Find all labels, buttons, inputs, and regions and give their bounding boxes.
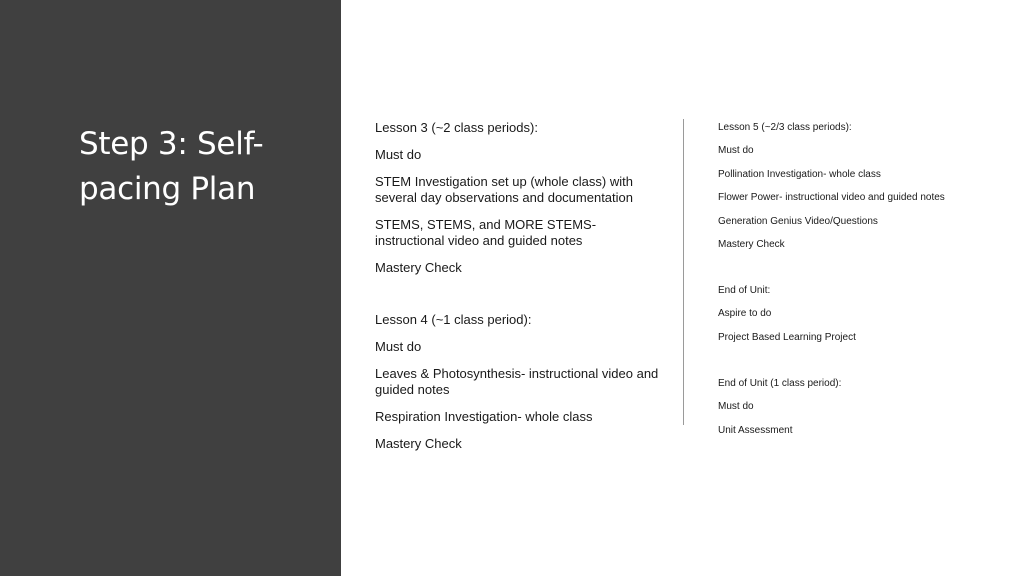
title-panel: [0, 0, 341, 576]
end-of-unit-item: Project Based Learning Project: [718, 331, 856, 343]
lesson5-must-do: Must do: [718, 145, 754, 157]
end-of-unit-heading: End of Unit:: [718, 284, 771, 296]
lesson3-item: STEMS, STEMS, and MORE STEMS- instructional video and guided notes: [375, 217, 597, 248]
lesson5-item: Generation Genius Video/Questions: [718, 215, 878, 227]
lesson3-heading: Lesson 3 (~2 class periods):: [375, 120, 538, 135]
lesson5-item: Pollination Investigation- whole class: [718, 168, 881, 180]
lesson4-item: Mastery Check: [375, 436, 462, 451]
lesson5-item: Mastery Check: [718, 238, 785, 250]
lesson3-item: Mastery Check: [375, 260, 462, 275]
lesson3-must-do: Must do: [375, 147, 422, 162]
end-of-unit-assessment-heading: End of Unit (1 class period):: [718, 377, 842, 389]
lesson5-item: Flower Power- instructional video and guided notes: [718, 192, 945, 204]
slide-title: Step 3: Self-pacing Plan: [79, 126, 264, 207]
lesson5-heading: Lesson 5 (~2/3 class periods):: [718, 122, 852, 133]
left-content-column: [375, 120, 660, 463]
lesson3-item: STEM Investigation set up (whole class) with several day observations and documentation: [375, 174, 633, 205]
end-of-unit-aspire: Aspire to do: [718, 308, 772, 320]
right-content-column: [718, 121, 1018, 447]
lesson4-must-do: Must do: [375, 339, 422, 354]
lesson4-item: Respiration Investigation- whole class: [375, 409, 593, 424]
end-of-unit-item: Unit Assessment: [718, 424, 793, 436]
column-divider: [683, 119, 684, 425]
lesson4-item: Leaves & Photosynthesis- instructional video and guided notes: [375, 366, 659, 397]
end-of-unit-must-do: Must do: [718, 401, 754, 413]
lesson4-heading: Lesson 4 (~1 class period):: [375, 312, 532, 327]
